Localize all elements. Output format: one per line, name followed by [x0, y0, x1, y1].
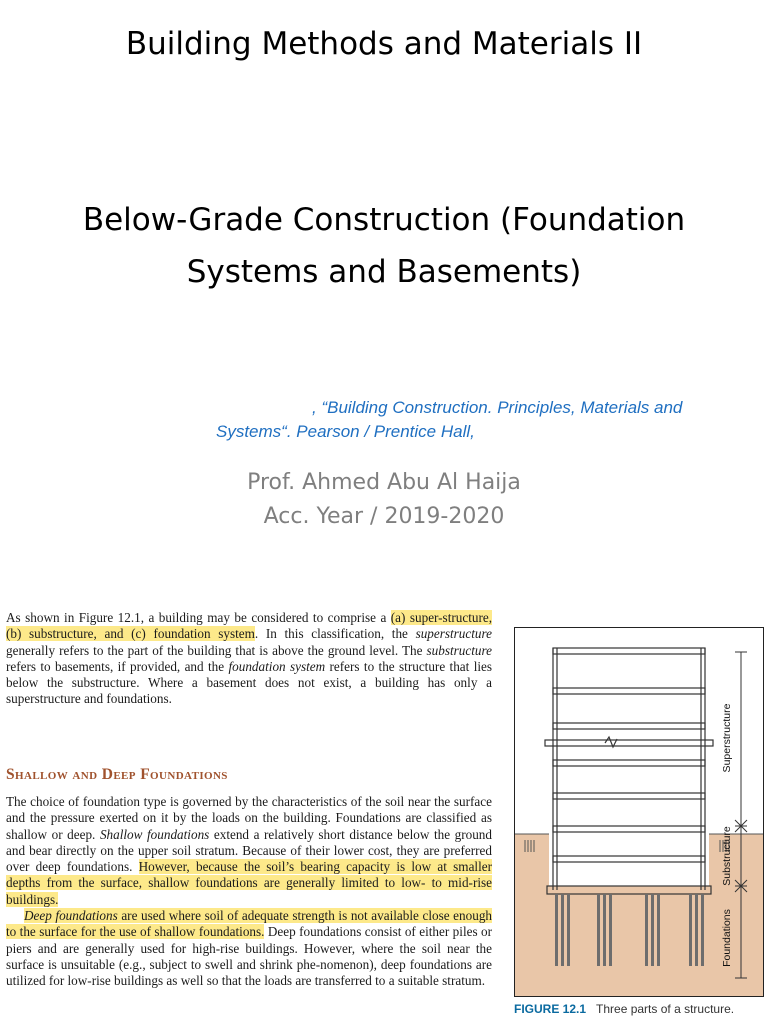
text-run: As shown in Figure 12.1, a building may be considered to comprise a [6, 610, 391, 625]
reference-line-2: Systems“. Pearson / Prentice Hall, [216, 422, 475, 441]
text-run: However, because the soil’s bearing capacity is low at smaller depths from the surface, shallow foundations are generally limited to low- to mid-rise buildings. [6, 859, 492, 907]
slide-subtitle [0, 194, 768, 298]
text-run: extend a relatively short distance below the ground and bear directly on the upper soil stratum. Because of their lower cost, they are preferred over deep foundations. [6, 826, 492, 875]
text-run: foundation system [228, 658, 326, 674]
excerpt-paragraph-3 [6, 908, 492, 989]
text-run: superstructure [415, 626, 492, 642]
figure-caption-text: Three parts of a structure. [596, 1002, 735, 1016]
subtitle-line-2: Systems and Basements) [186, 254, 582, 290]
text-run: Shallow foundations [99, 826, 210, 842]
figure-caption [514, 1002, 734, 1016]
foundations-label: Foundations [721, 909, 733, 967]
text-run: . In this classification, the [254, 626, 416, 642]
superstructure-label: Superstructure [721, 703, 733, 773]
text-run: refers to basements, if provided, and the [6, 658, 229, 674]
excerpt-paragraph-1 [6, 610, 492, 708]
structure-diagram [515, 628, 763, 996]
text-run: are used where soil of adequate strength is not available close enough to the surface for the use of shallow foundations. [6, 908, 493, 940]
slide-title: Building Methods and Materials II [125, 26, 643, 62]
text-run: generally refers to the part of the building that is above the ground level. The [6, 642, 427, 658]
section-heading: Shallow and Deep Foundations [6, 766, 228, 783]
academic-year: Acc. Year / 2019-2020 [263, 504, 505, 529]
text-run: Deep foundations [24, 908, 118, 924]
text-run: refers to the structure that lies below the substructure. Where a basement does not exist, a building has only a superstructure and foundations. [6, 658, 493, 707]
substructure-label: Substructure [721, 826, 733, 886]
text-run: Deep foundations consist of either piles or piers and are generally used for high-rise buildings. However, where the soil near the surface is unsuitable (e.g., subject to swell and shrink phe-nomenon), deep foundations are utilized for low-rise buildings as well so that the loads are transferred to a suitable stratum. [6, 924, 492, 989]
text-run: substructure [426, 642, 492, 658]
excerpt-paragraph-2 [6, 794, 492, 990]
text-run: (a) super-structure, (b) substructure, and (c) foundation system [6, 610, 492, 642]
subtitle-line-1: Below-Grade Construction (Foundation [82, 202, 686, 238]
structure-figure [514, 627, 764, 997]
reference-line-1: , “Building Construction. Principles, Materials and [312, 398, 683, 417]
author-name: Prof. Ahmed Abu Al Haija [247, 470, 521, 495]
text-run: The choice of foundation type is governed by the characteristics of the soil near the surface and the pressure exerted on it by the loads on the building. Foundations are classified as shallow or deep. [6, 794, 492, 842]
figure-number: FIGURE 12.1 [514, 1002, 587, 1016]
basement-area [549, 834, 709, 886]
